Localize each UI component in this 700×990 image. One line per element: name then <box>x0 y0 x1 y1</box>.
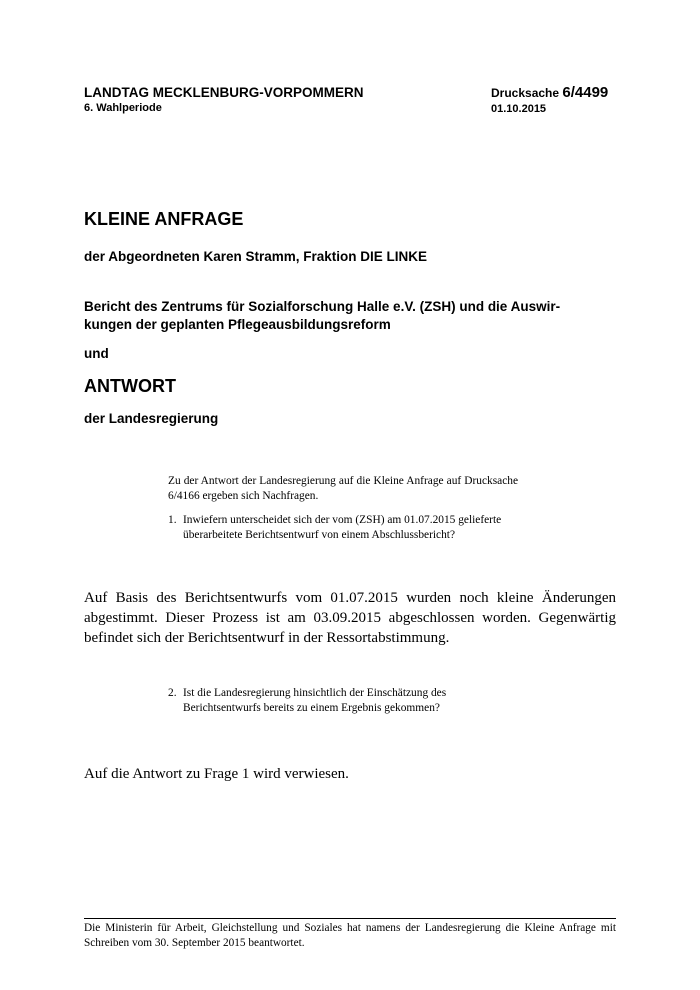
question-number: 2. <box>168 687 177 699</box>
document-type-heading: KLEINE ANFRAGE <box>84 209 244 229</box>
parliament-name: LANDTAG MECKLENBURG-VORPOMMERN <box>84 85 364 100</box>
answer-text: Auf Basis des Berichtsentwurfs vom 01.07.2015 wurden noch kleine Änderungen abgestimmt. Dieser Prozess ist am 03.09.2015 abgeschlossen worden. Gegenwärtig befindet sich der Berichtsentwurf in der Ressortabstimmung. <box>84 590 616 646</box>
author-line: der Abgeordneten Karen Stramm, Fraktion DIE LINKE <box>84 249 428 264</box>
question-text: Ist die Landesregierung hinsichtlich der Einschätzung des Berichtsentwurfs bereits zu einem Ergebnis gekommen? <box>183 687 447 714</box>
drucksache-reference <box>491 84 608 102</box>
question-text: Inwiefern unterscheidet sich der vom (ZSH) am 01.07.2015 gelieferte überarbeitete Berichtsentwurf von einem Abschlussbericht? <box>183 514 502 541</box>
subject-heading <box>84 298 616 334</box>
preamble-text: Zu der Antwort der Landesregierung auf die Kleine Anfrage auf Drucksache 6/4166 ergeben sich Nachfragen. <box>168 475 518 502</box>
document-header-right <box>491 84 608 116</box>
drucksache-number: 6/4499 <box>562 84 609 101</box>
document-date: 01.10.2015 <box>491 103 547 115</box>
connector-text: und <box>84 346 109 361</box>
answer-text: Auf die Antwort zu Frage 1 wird verwiesen. <box>84 766 349 782</box>
legislative-period: 6. Wahlperiode <box>84 102 162 114</box>
answer-type-heading: ANTWORT <box>84 376 176 396</box>
question-item <box>168 686 518 716</box>
question-item <box>168 513 518 543</box>
drucksache-label: Drucksache <box>491 86 560 100</box>
question-number: 1. <box>168 514 177 526</box>
subject-line: kungen der geplanten Pflegeausbildungsreform <box>84 317 391 332</box>
document-header-left <box>84 84 364 115</box>
subject-line: Bericht des Zentrums für Sozialforschung Halle e.V. (ZSH) und die Auswir- <box>84 299 561 314</box>
footer-divider <box>84 918 616 919</box>
answerer-line: der Landesregierung <box>84 411 219 426</box>
footer-note: Die Ministerin für Arbeit, Gleichstellung und Soziales hat namens der Landesregierung die Kleine Anfrage mit Schreiben vom 30. September 2015 beantwortet. <box>84 922 616 949</box>
